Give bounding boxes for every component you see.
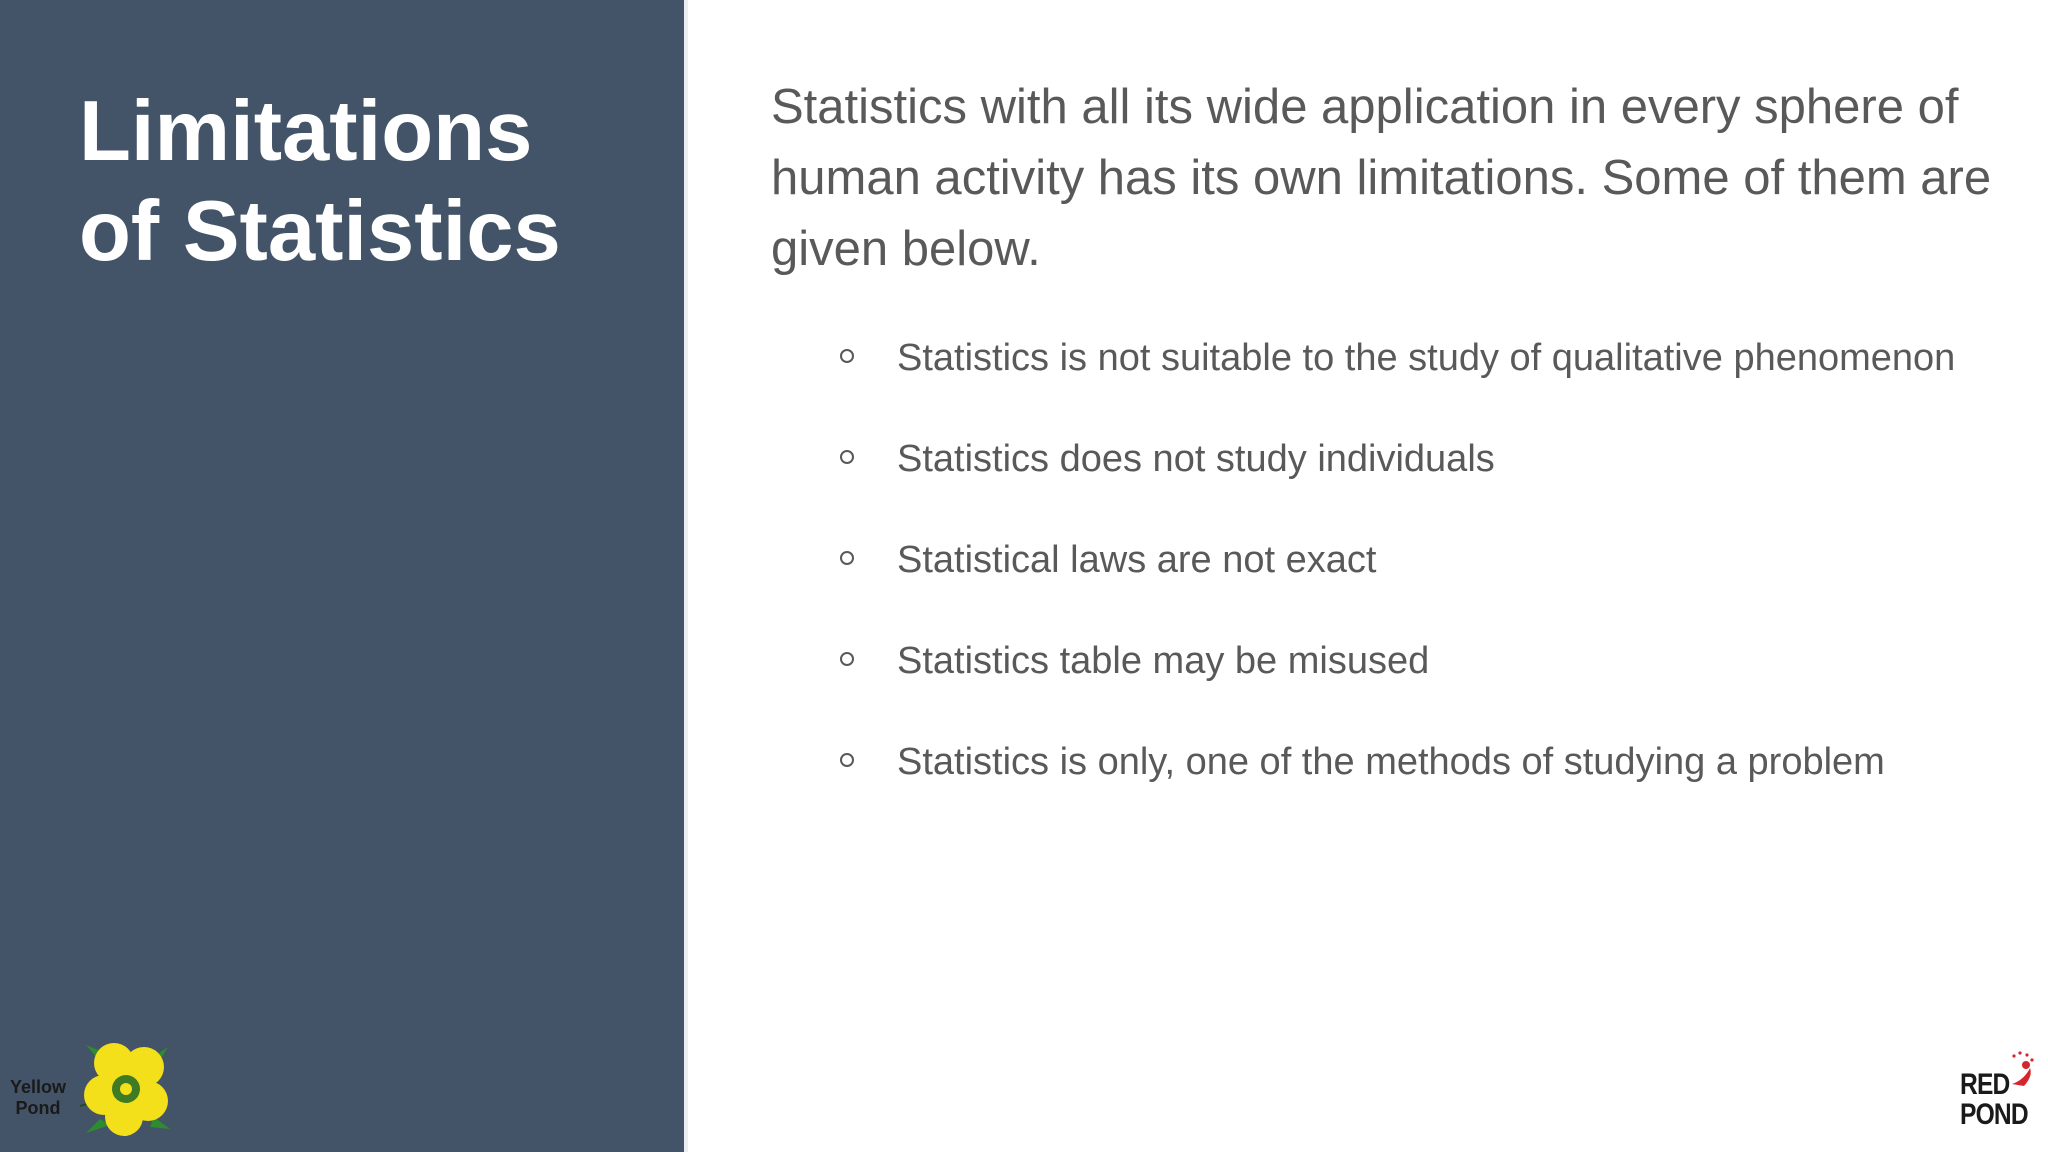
limitation-text: Statistics is not suitable to the study of qualitative phenomenon [897, 337, 1956, 379]
limitation-item [836, 330, 2016, 386]
intro-paragraph: Statistics with all its wide application in every sphere of human activity has its own limitations. Some of them are given below. [771, 80, 1992, 276]
slide-title-line-2: of Statistics [79, 184, 561, 279]
limitation-item [836, 633, 2016, 689]
limitation-item [836, 532, 2016, 588]
limitation-item [836, 431, 2016, 487]
limitation-text: Statistics is only, one of the methods of studying a problem [897, 741, 1885, 783]
hollow-circle-icon [840, 753, 854, 767]
title-panel [0, 0, 684, 1152]
logo-text-yellow: Yellow [9, 1077, 67, 1097]
limitation-text: Statistics does not study individuals [897, 438, 1495, 480]
slide-title [79, 82, 659, 282]
limitations-list [836, 330, 2016, 790]
red-pond-logo [1956, 1050, 2036, 1130]
panel-edge [684, 0, 688, 1152]
limitation-text: Statistics table may be misused [897, 640, 1430, 682]
slide-title-line-1: Limitations [79, 84, 533, 179]
hollow-circle-icon [840, 450, 854, 464]
red-figure-icon [2008, 1050, 2038, 1090]
yellow-flower-icon [80, 1039, 176, 1139]
hollow-circle-icon [840, 652, 854, 666]
logo-text-pond: Pond [15, 1098, 61, 1118]
logo-text-red: RED [1960, 1068, 2010, 1101]
yellow-pond-logo [0, 1035, 180, 1152]
logo-text-pond-right: POND [1960, 1098, 2028, 1131]
hollow-circle-icon [840, 551, 854, 565]
limitation-text: Statistical laws are not exact [897, 539, 1377, 581]
hollow-circle-icon [840, 349, 854, 363]
limitation-item [836, 734, 2016, 790]
yellow-pond-logo-text [0, 1077, 76, 1119]
